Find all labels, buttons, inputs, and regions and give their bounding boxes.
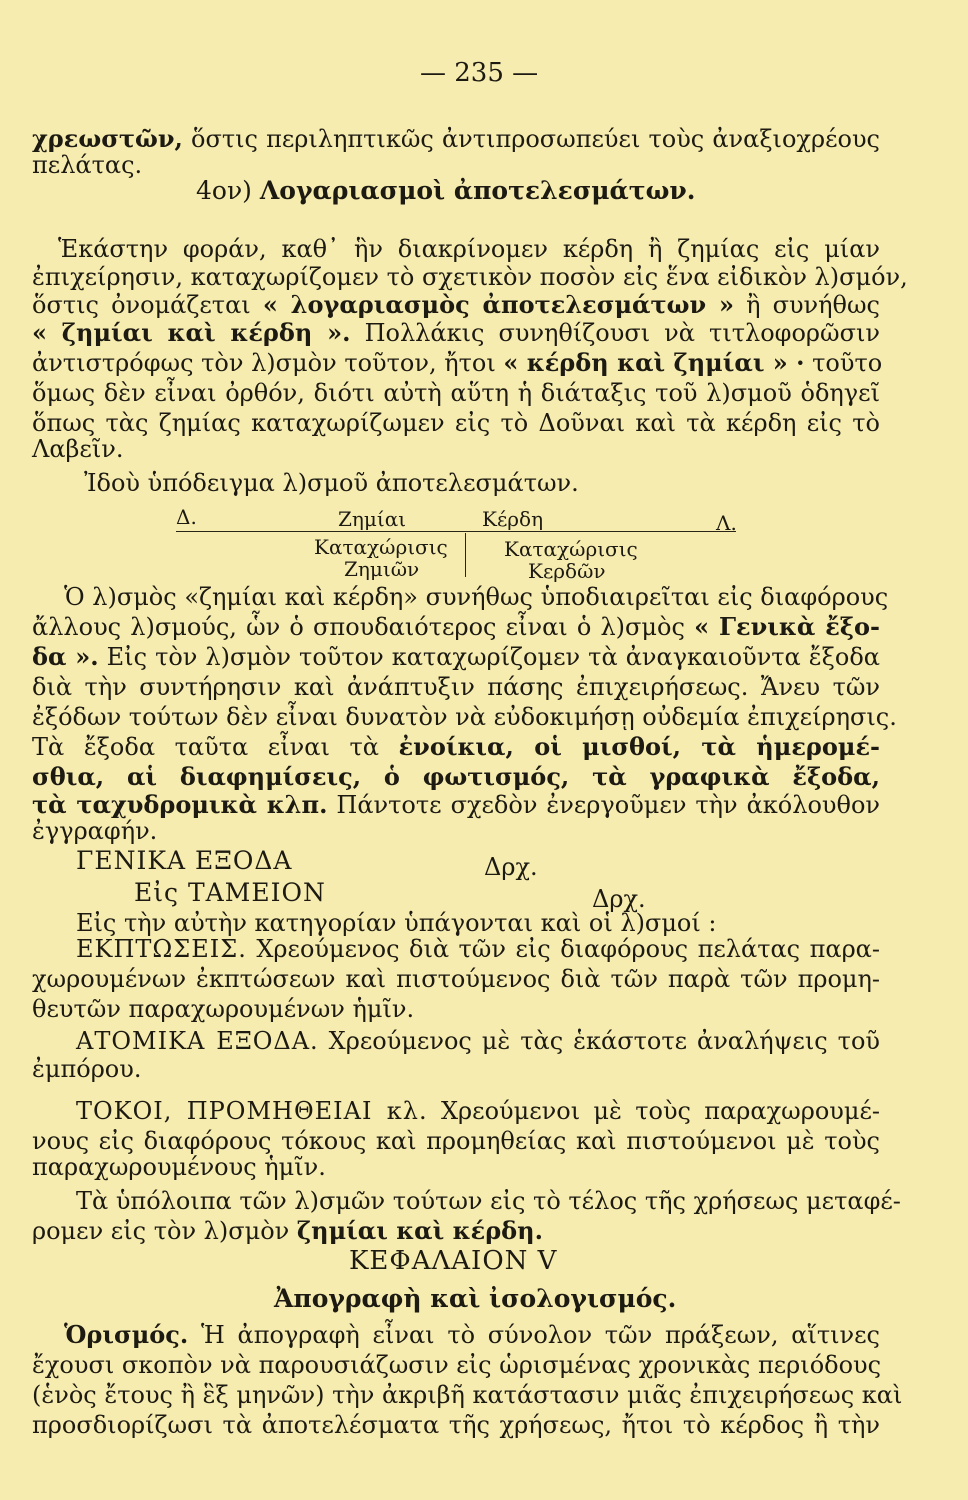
paragraph-1-line-3: ὅστις ὀνομάζεται « λογαριασμὸς ἀποτελεσμάτων » ἢ συνήθως	[32, 290, 880, 319]
example-intro: Ἰδοὺ ὑπόδειγμα λ)σμοῦ ἀποτελεσμάτων.	[84, 469, 579, 497]
personal-expenses-entry-line-2: ἐμπόρου.	[32, 1055, 142, 1083]
paragraph-2-line-9: ἐγγραφήν.	[32, 817, 158, 845]
paragraph-1-line-8: Λαβεῖν.	[32, 435, 124, 463]
credit-account: Εἰς ΤΑΜΕΙΟΝ	[134, 878, 326, 907]
paragraph-1-line-1: Ἑκάστην φοράν, καθ᾽ ἣν διακρίνομεν κέρδη ἢ ζημίας εἰς μίαν	[58, 235, 880, 263]
paragraph-2-line-8: τὰ ταχυδρομικὰ κλπ. Πάντοτε σχεδὸν ἐνεργοῦμεν τὴν ἀκόλουθον	[32, 790, 880, 819]
paragraph-5-line-1: Ὁρισμός. Ἡ ἀπογραφὴ εἶναι τὸ σύνολον τῶν πράξεων, αἵτινες	[64, 1320, 880, 1349]
discounts-entry-line-3: θευτῶν παραχωρουμένων ἡμῖν.	[32, 995, 415, 1023]
paragraph-2-line-4: διὰ τὴν συντήρησιν καὶ ἀνάπτυξιν πάσης ἐπιχειρήσεως. Ἄνευ τῶν	[32, 673, 880, 701]
personal-expenses-entry: ΑΤΟΜΙΚΑ ΕΞΟΔΑ. Χρεούμενος μὲ τὰς ἑκάστοτε ἀναλήψεις τοῦ	[76, 1027, 880, 1055]
debit-account: ΓΕΝΙΚΑ ΕΞΟΔΑ	[76, 846, 293, 875]
profits-header: Κέρδη	[482, 507, 544, 531]
credit-mark: Λ.	[716, 511, 737, 535]
paragraph-2-line-7: σθια, αἱ διαφημίσεις, ὁ φωτισμός, τὰ γραφικὰ ἔξοδα,	[32, 762, 880, 791]
interest-entry-line-2: νους εἰς διαφόρους τόκους καὶ προμηθείας καὶ πιστούμενοι μὲ τοὺς	[32, 1127, 880, 1155]
paragraph-4-line-2: ρομεν εἰς τὸν λ)σμὸν ζημίαι καὶ κέρδη.	[32, 1216, 543, 1245]
debit-amount: Δρχ.	[484, 853, 538, 881]
paragraph-1-line-4: « ζημίαι καὶ κέρδη ». Πολλάκις συνηθίζουσι νὰ τιτλοφορῶσιν	[32, 318, 880, 347]
paragraph-1-line-6: ὅμως δὲν εἶναι ὀρθόν, διότι αὐτὴ αὕτη ἡ διάταξις τοῦ λ)σμοῦ ὁδηγεῖ	[32, 379, 880, 407]
paragraph-3-line-1: Εἰς τὴν αὐτὴν κατηγορίαν ὑπάγονται καὶ οἱ λ)σμοί :	[76, 909, 717, 937]
debit-mark: Δ.	[176, 505, 197, 529]
paragraph-4-line-1: Τὰ ὑπόλοιπα τῶν λ)σμῶν τούτων εἰς τὸ τέλος τῆς χρήσεως μεταφέ-	[76, 1187, 901, 1215]
profits-entry-line-2: Κερδῶν	[528, 559, 606, 583]
losses-header: Ζημίαι	[338, 507, 407, 531]
interest-entry-line-3: παραχωρουμένους ἡμῖν.	[32, 1153, 326, 1181]
paragraph-5-line-4: προσδιορίζωσι τὰ ἀποτελέσματα τῆς χρήσεως, ἤτοι τὸ κέρδος ἢ τὴν	[32, 1411, 880, 1439]
paragraph-1-line-5: ἀντιστρόφως τὸν λ)σμὸν τοῦτον, ἤτοι « κέρδη καὶ ζημίαι » · τοῦτο	[32, 348, 883, 377]
t-account-vertical-rule	[465, 533, 466, 577]
section-heading: 4ον) Λογαριασμοὶ ἀποτελεσμάτων.	[196, 176, 696, 205]
chapter-title: ΚΕΦΑΛΑΙΟΝ V	[349, 1246, 558, 1276]
paragraph-2-line-3: δα ». Εἰς τὸν λ)σμὸν τοῦτον καταχωρίζομεν τὰ ἀναγκαιοῦντα ἔξοδα	[32, 642, 881, 671]
paragraph-1-line-7: ὅπως τὰς ζημίας καταχωρίζωμεν εἰς τὸ Δοῦναι καὶ τὰ κέρδη εἰς τὸ	[32, 409, 880, 437]
losses-entry-line-1: Καταχώρισις	[314, 535, 448, 559]
profits-entry-line-1: Καταχώρισις	[504, 537, 638, 561]
paragraph-2-line-6: Τὰ ἔξοδα ταῦτα εἶναι τὰ ἐνοίκια, οἱ μισθοί, τὰ ἡμερομέ-	[32, 732, 881, 761]
paragraph-2-line-1: Ὁ λ)σμὸς «ζημίαι καὶ κέρδη» συνήθως ὑποδιαιρεῖται εἰς διαφόρους	[64, 583, 889, 611]
paragraph-2-line-5: ἐξόδων τούτων δὲν εἶναι δυνατὸν νὰ εὐδοκιμήσῃ οὐδεμία ἐπιχείρησις.	[32, 703, 897, 731]
paragraph-5-line-2: ἔχουσι σκοπὸν νὰ παρουσιάζωσιν εἰς ὡρισμένας χρονικὰς περιόδους	[32, 1351, 882, 1379]
page-number: — 235 —	[420, 58, 539, 88]
interest-entry: ΤΟΚΟΙ, ΠΡΟΜΗΘΕΙΑΙ κλ. Χρεούμενοι μὲ τοὺς παραχωρουμέ-	[76, 1097, 880, 1125]
discounts-entry: ΕΚΠΤΩΣΕΙΣ. Χρεούμενος διὰ τῶν εἰς διαφόρους πελάτας παρα-	[76, 935, 881, 963]
credit-amount: Δρχ.	[592, 885, 646, 913]
chapter-subtitle: Ἀπογραφὴ καὶ ἰσολογισμός.	[274, 1284, 677, 1313]
intro-line-1: χρεωστῶν, ὅστις περιληπτικῶς ἀντιπροσωπεύει τοὺς ἀναξιοχρέους	[32, 124, 880, 153]
t-account-horizontal-rule	[176, 531, 736, 532]
losses-entry-line-2: Ζημιῶν	[344, 557, 420, 581]
paragraph-2-line-2: ἄλλους λ)σμούς, ὧν ὁ σπουδαιότερος εἶναι ὁ λ)σμὸς « Γενικὰ ἔξο-	[32, 612, 880, 641]
intro-line-2: πελάτας.	[32, 151, 143, 179]
paragraph-1-line-2: ἐπιχείρησιν, καταχωρίζομεν τὸ σχετικὸν ποσὸν εἰς ἕνα εἰδικὸν λ)σμόν,	[32, 263, 908, 291]
paragraph-5-line-3: (ἑνὸς ἔτους ἢ ἓξ μηνῶν) τὴν ἀκριβῆ κατάστασιν μιᾶς ἐπιχειρήσεως καὶ	[32, 1381, 903, 1409]
discounts-entry-line-2: χωρουμένων ἐκπτώσεων καὶ πιστούμενος διὰ τῶν παρὰ τῶν προμη-	[32, 965, 880, 993]
